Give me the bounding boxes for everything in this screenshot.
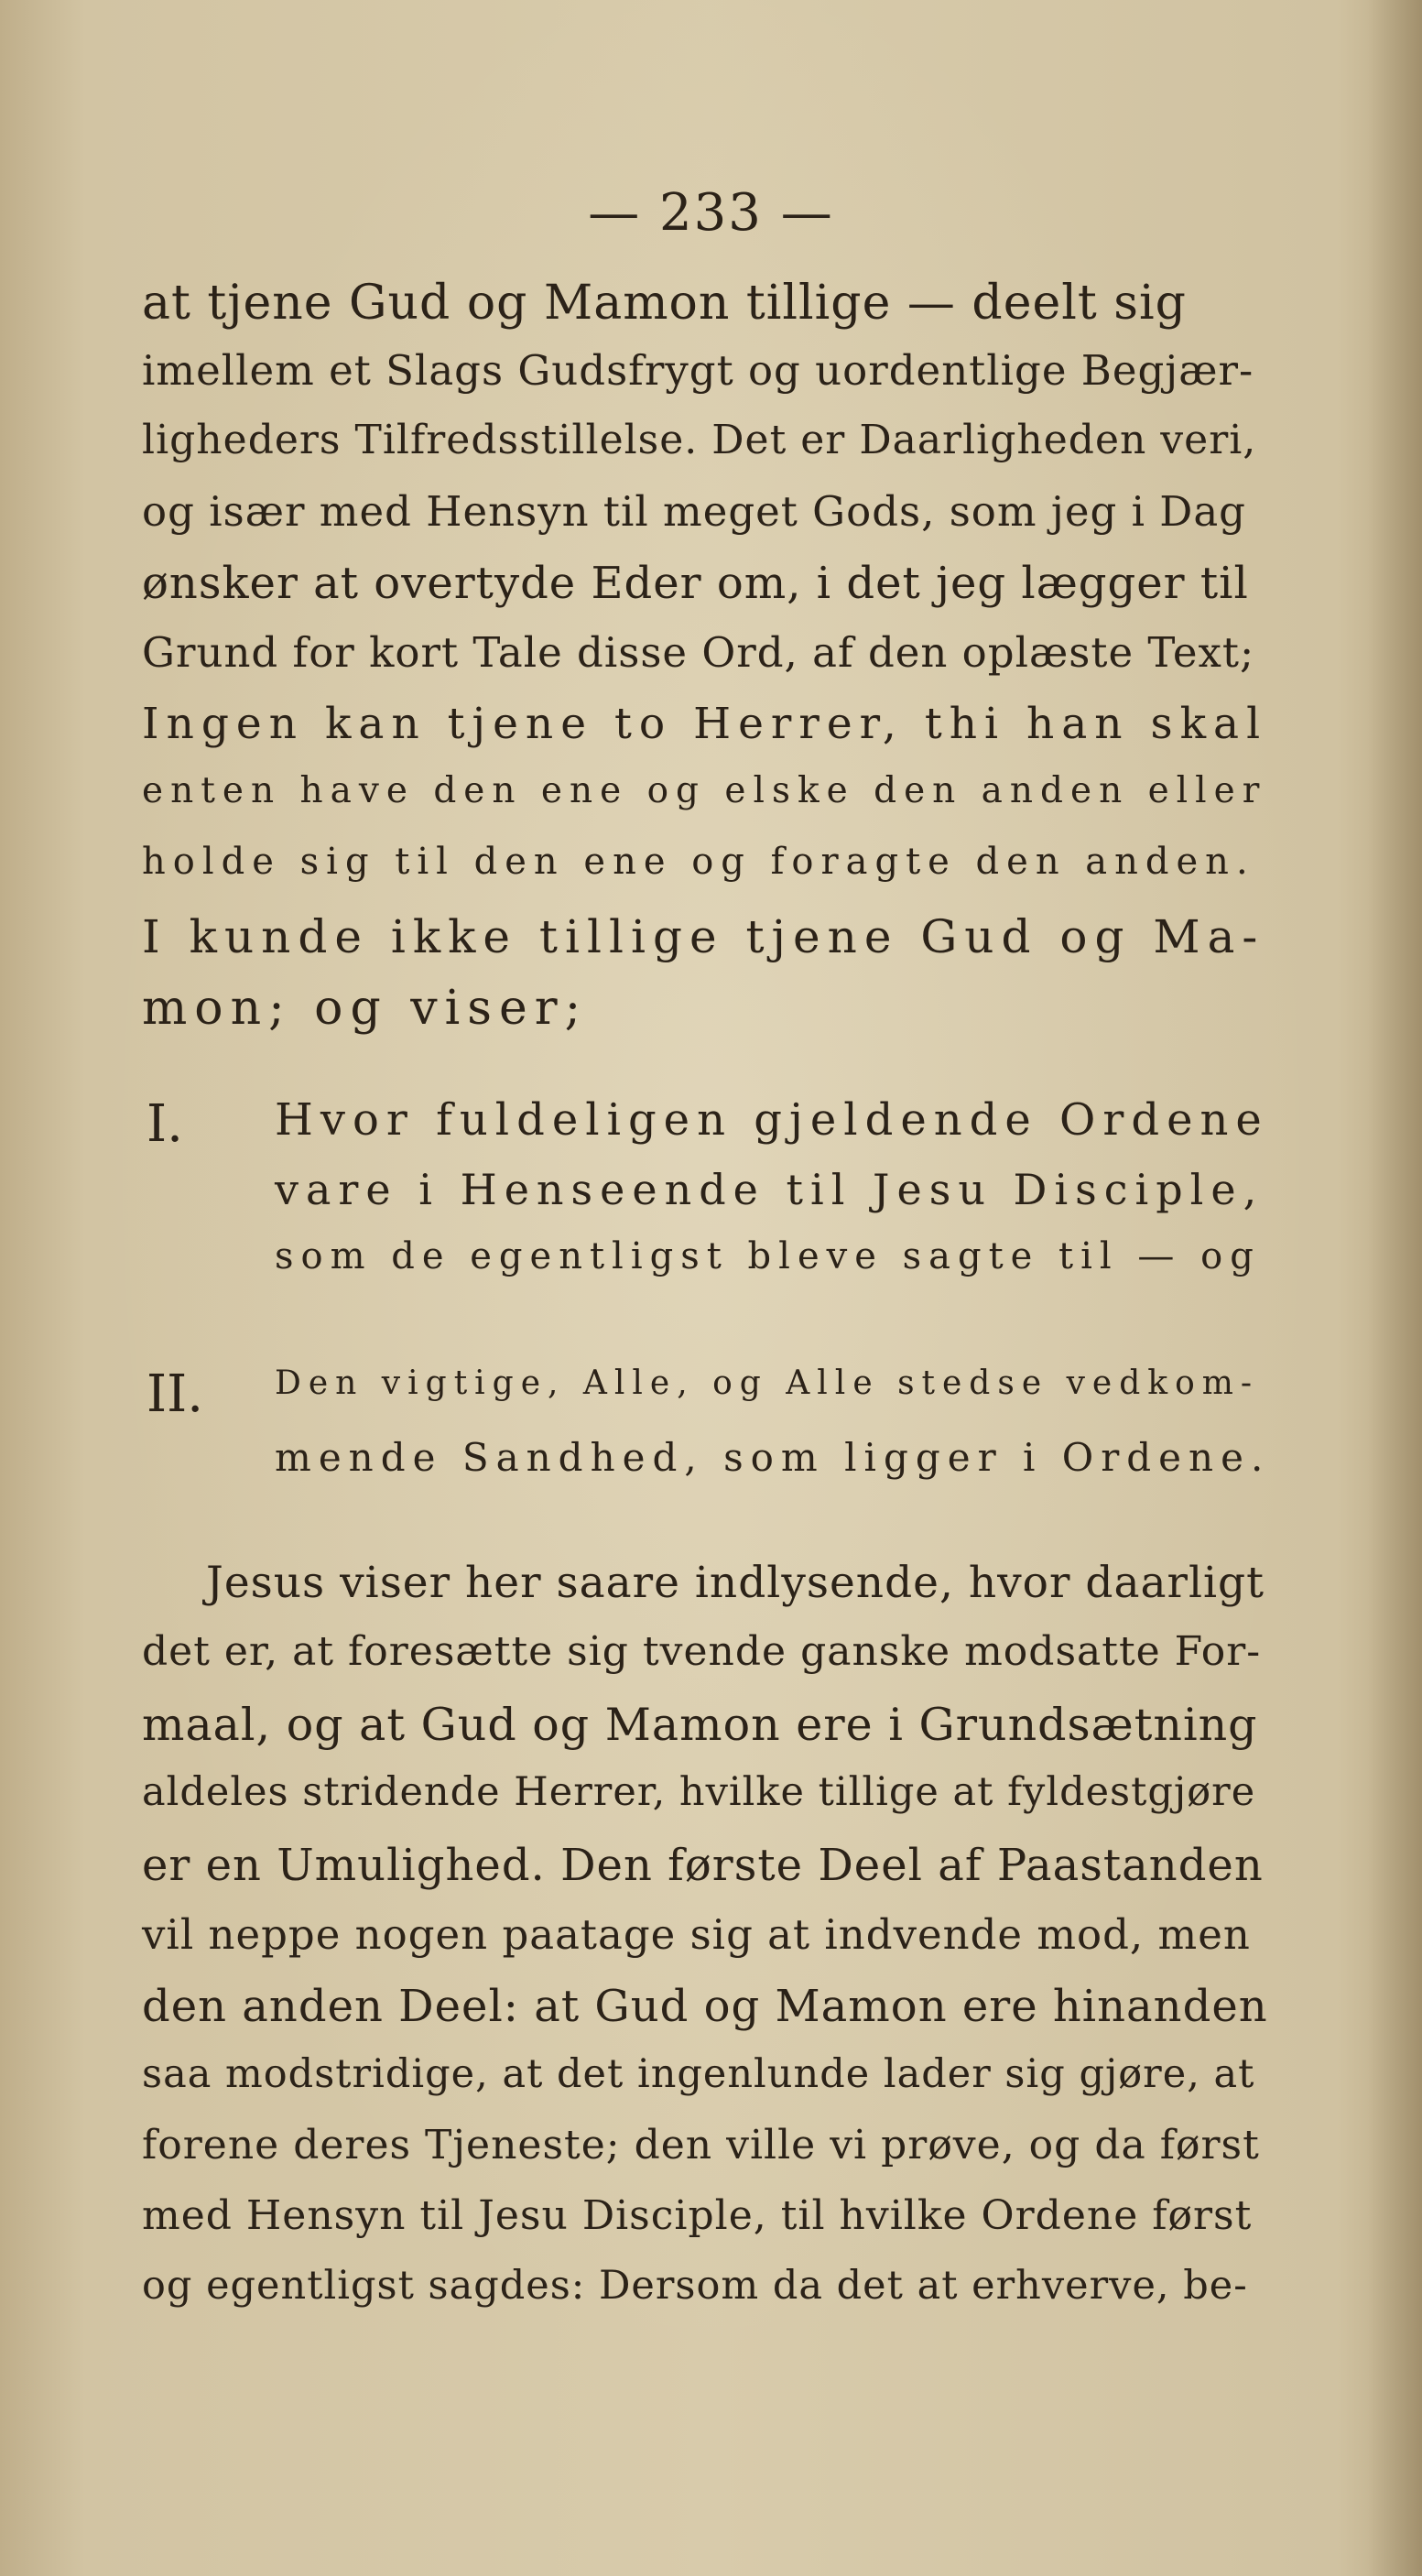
page-edge-shadow	[1367, 0, 1422, 2576]
text-line: det er, at foresætte sig tvende ganske modsatte For-	[142, 1628, 1262, 1675]
text-line: Jesus viser her saare indlysende, hvor daarligt	[206, 1558, 1265, 1608]
text-line: holde sig til den ene og foragte den anden.	[142, 841, 1255, 883]
text-line: Grund for kort Tale disse Ord, af den oplæste Text;	[142, 628, 1255, 677]
text-line: vil neppe nogen paatage sig at indvende mod, men	[142, 1910, 1251, 1959]
text-line: den anden Deel: at Gud og Mamon ere hinanden	[142, 1981, 1268, 2032]
heading-1-number: I.	[147, 1094, 183, 1154]
text-line: ønsker at overtyde Eder om, i det jeg lægger til	[142, 558, 1249, 609]
heading-2-number: II.	[147, 1364, 204, 1424]
text-line: mon; og viser;	[142, 981, 589, 1036]
text-line: ligheders Tilfredsstillelse. Det er Daarligheden veri,	[142, 417, 1257, 463]
text-line: imellem et Slags Gudsfrygt og uordentlige Begjær-	[142, 346, 1254, 395]
text-line: Ingen kan tjene to Herrer, thi han skal	[142, 699, 1268, 749]
heading-2-line: Den vigtige, Alle, og Alle stedse vedkom-	[275, 1364, 1260, 1402]
heading-1-line: som de egentligst bleve sagte til — og	[275, 1235, 1261, 1277]
heading-1-line: Hvor fuldeligen gjeldende Ordene	[275, 1094, 1269, 1146]
heading-2-line: mende Sandhed, som ligger i Ordene.	[275, 1435, 1271, 1480]
text-line: at tjene Gud og Mamon tillige — deelt sig	[142, 276, 1187, 331]
text-line: er en Umulighed. Den første Deel af Paastanden	[142, 1840, 1264, 1891]
heading-1-line: vare i Henseende til Jesu Disciple,	[275, 1165, 1265, 1214]
text-line: og især med Hensyn til meget Gods, som jeg i Dag	[142, 487, 1246, 536]
page-number: — 233 —	[588, 183, 834, 243]
text-line: med Hensyn til Jesu Disciple, til hvilke Ordene først	[142, 2192, 1253, 2239]
text-line: maal, og at Gud og Mamon ere i Grundsætning	[142, 1699, 1258, 1751]
text-line: enten have den ene og elske den anden eller	[142, 770, 1267, 811]
text-line: og egentligst sagdes: Dersom da det at erhverve, be-	[142, 2263, 1248, 2309]
text-line: saa modstridige, at det ingenlunde lader sig gjøre, at	[142, 2051, 1255, 2097]
text-line: I kunde ikke tillige tjene Gud og Ma-	[142, 910, 1265, 963]
text-line: aldeles stridende Herrer, hvilke tillige at fyldestgjøre	[142, 1769, 1256, 1815]
text-line: forene deres Tjeneste; den ville vi prøve, og da først	[142, 2122, 1260, 2168]
